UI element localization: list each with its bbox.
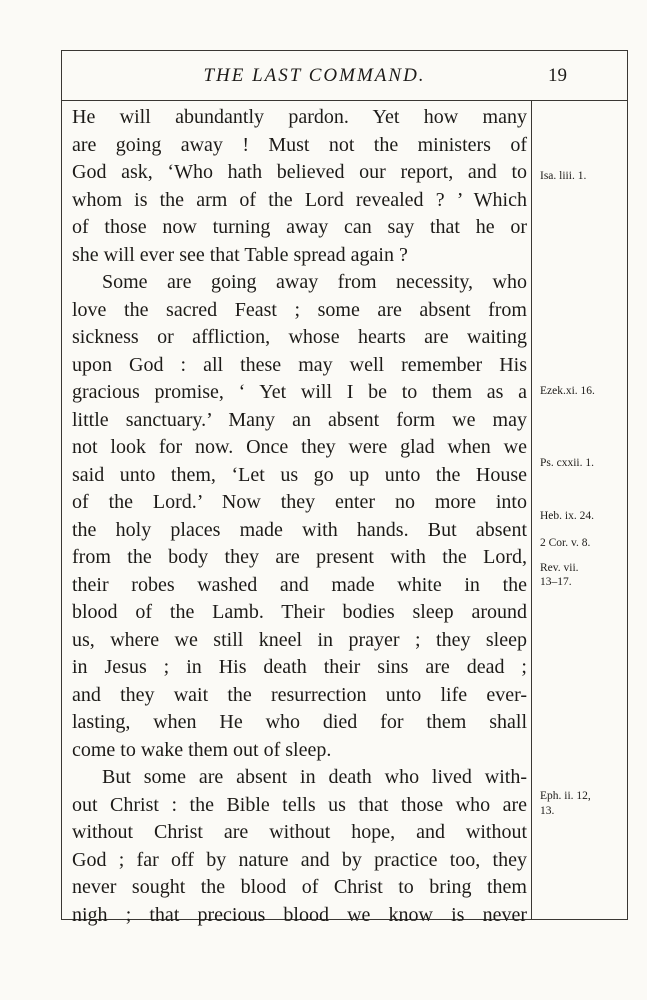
margin-note: Ezek.xi. 16. xyxy=(540,385,595,397)
text-line: lasting, when He who died for them shall xyxy=(72,711,527,733)
text-line: blood of the Lamb. Their bodies sleep around xyxy=(72,601,527,623)
text-line: He will abundantly pardon. Yet how many xyxy=(72,106,527,128)
text-line: of those now turning away can say that he or xyxy=(72,216,527,238)
page-frame xyxy=(61,50,628,926)
page-header xyxy=(62,51,627,101)
text-line: upon God : all these may well remember His xyxy=(72,353,527,376)
text-line: never sought the blood of Christ to bring them xyxy=(72,876,527,898)
text-line: love the sacred Feast ; some are absent from xyxy=(72,298,527,321)
text-line: whom is the arm of the Lord revealed ? ’ Which xyxy=(72,188,527,211)
text-line: us, where we still kneel in prayer ; they sleep xyxy=(72,628,527,651)
margin-note: Eph. ii. 12, xyxy=(540,790,591,802)
text-line: said unto them, ‘Let us go up unto the House xyxy=(72,463,527,486)
text-line: from the body they are present with the Lord, xyxy=(72,546,527,568)
margin-divider xyxy=(531,101,532,919)
text-line: Some are going away from necessity, who xyxy=(102,271,527,293)
margin-note: 13–17. xyxy=(540,576,572,588)
margin-note: Heb. ix. 24. xyxy=(540,510,594,522)
text-line: nigh ; that precious blood we know is never xyxy=(72,903,527,926)
text-line: not look for now. Once they were glad when we xyxy=(72,436,527,458)
text-line: are going away ! Must not the ministers of xyxy=(72,133,527,156)
text-line: little sanctuary.’ Many an absent form we may xyxy=(72,408,527,431)
margin-note: 13. xyxy=(540,805,555,817)
running-title: THE LAST COMMAND. xyxy=(203,65,426,86)
text-line: gracious promise, ‘ Yet will I be to them as a xyxy=(72,381,527,403)
text-line: God ; far off by nature and by practice too, they xyxy=(72,848,527,871)
margin-note: Isa. liii. 1. xyxy=(540,170,587,182)
text-line: But some are absent in death who lived with- xyxy=(102,766,527,788)
page-number: 19 xyxy=(548,65,567,86)
text-line: and they wait the resurrection unto life ever- xyxy=(72,683,527,706)
margin-note: 2 Cor. v. 8. xyxy=(540,537,591,549)
margin-note: Rev. vii. xyxy=(540,562,579,574)
body-text xyxy=(72,104,527,929)
margin-note: Ps. cxxii. 1. xyxy=(540,457,594,469)
text-line: God ask, ‘Who hath believed our report, and to xyxy=(72,161,527,183)
text-line: their robes washed and made white in the xyxy=(72,573,527,596)
text-line: she will ever see that Table spread again ? xyxy=(72,243,408,266)
text-line: come to wake them out of sleep. xyxy=(72,738,332,761)
text-line: without Christ are without hope, and without xyxy=(72,821,527,843)
text-line: out Christ : the Bible tells us that those who are xyxy=(72,793,527,816)
text-line: in Jesus ; in His death their sins are dead ; xyxy=(72,656,527,678)
text-line: sickness or affliction, whose hearts are waiting xyxy=(72,326,527,348)
text-line: of the Lord.’ Now they enter no more into xyxy=(72,491,527,513)
text-line: the holy places made with hands. But absent xyxy=(72,518,527,541)
